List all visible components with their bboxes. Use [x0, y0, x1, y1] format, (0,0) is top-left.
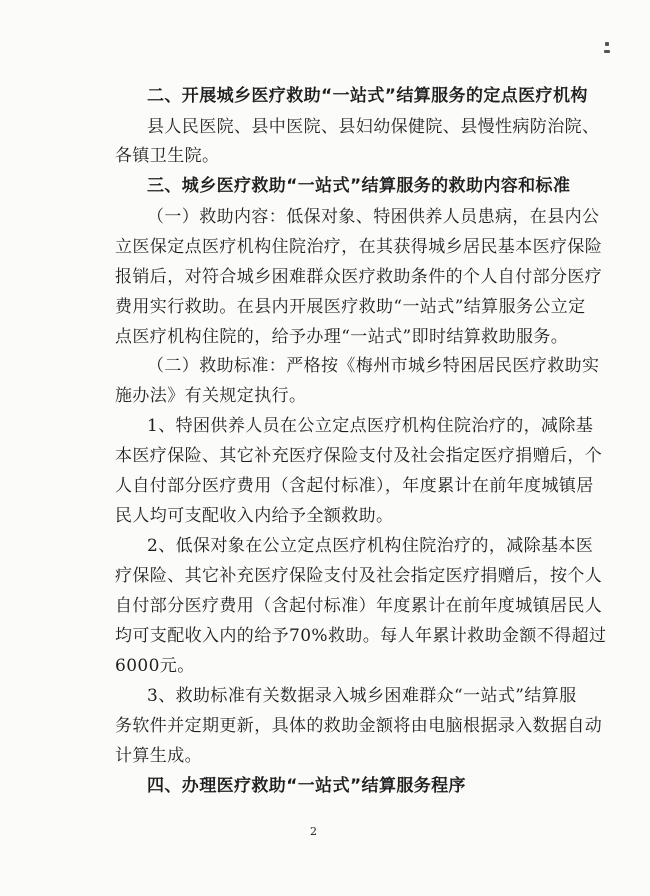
section-heading-3: 三、城乡医疗救助“一站式”结算服务的救助内容和标准 [147, 176, 571, 196]
text-line: 县人民医院、县中医院、县妇幼保健院、县慢性病防治院、 [147, 117, 600, 137]
text-line: 立医保定点医疗机构住院治疗，在其获得城乡居民基本医疗保险 [115, 237, 603, 257]
text-line: 点医疗机构住院的，给予办理“一站式”即时结算救助服务。 [115, 327, 569, 347]
text-line: 均可支配收入内的给予70%救助。每人年累计救助金额不得超过 [115, 626, 607, 646]
scan-mark [604, 50, 610, 53]
text-line: 疗保险、其它补充医疗保险支付及社会指定医疗捐赠后，按个人 [115, 566, 603, 586]
text-line: 1、特困供养人员在公立定点医疗机构住院治疗的，减除基 [147, 416, 594, 436]
text-line: 6000元。 [115, 656, 195, 676]
text-line: 3、救助标准有关数据录入城乡困难群众“一站式”结算服 [147, 686, 577, 706]
text-line: 计算生成。 [115, 746, 202, 766]
text-line: 报销后，对符合城乡困难群众医疗救助条件的个人自付部分医疗 [115, 267, 603, 287]
page-number: 2 [310, 825, 317, 838]
text-line: 自付部分医疗费用（含起付标准）年度累计在前年度城镇居民人 [115, 596, 603, 616]
text-line: 各镇卫生院。 [115, 146, 220, 166]
text-line: （二）救助标准：严格按《梅州市城乡特困居民医疗救助实 [147, 356, 600, 376]
text-line: （一）救助内容：低保对象、特困供养人员患病，在县内公 [147, 207, 600, 227]
section-heading-4: 四、办理医疗救助“一站式”结算服务程序 [147, 776, 466, 796]
text-line: 施办法》有关规定执行。 [115, 386, 307, 406]
text-line: 人自付部分医疗费用（含起付标准），年度累计在前年度城镇居 [115, 476, 594, 496]
text-line: 费用实行救助。在县内开展医疗救助“一站式”结算服务公立定 [115, 297, 586, 317]
section-heading-2: 二、开展城乡医疗救助“一站式”结算服务的定点医疗机构 [147, 86, 588, 106]
text-line: 务软件并定期更新，具体的救助金额将由电脑根据录入数据自动 [115, 716, 603, 736]
text-line: 民人均可支配收入内给予全额救助。 [115, 506, 394, 526]
scan-mark [605, 42, 609, 46]
text-line: 本医疗保险、其它补充医疗保险支付及社会指定医疗捐赠后，个 [115, 446, 603, 466]
text-line: 2、低保对象在公立定点医疗机构住院治疗的，减除基本医 [147, 536, 594, 556]
